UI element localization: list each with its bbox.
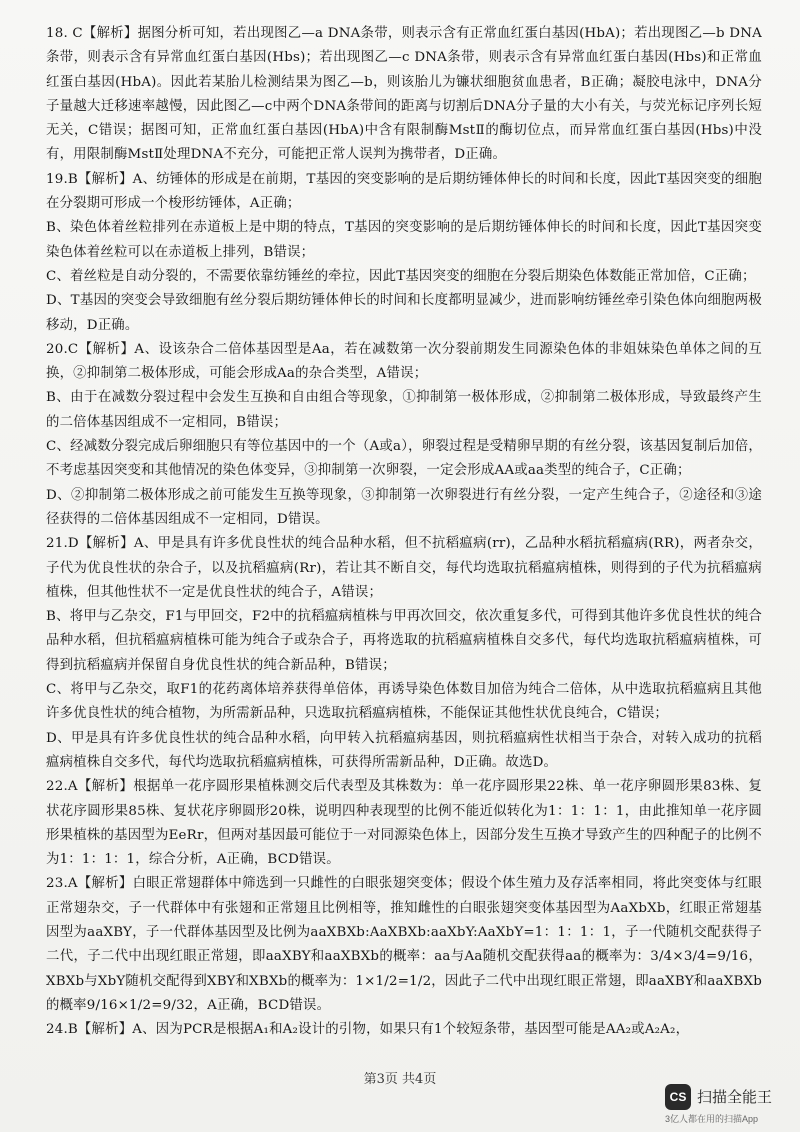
q20-option-b: B、由于在减数分裂过程中会发生互换和自由组合等现象，①抑制第一极体形成，②抑制第二极体形成，导致最终产生的二倍体基因组成不一定相同，B错误； [46,390,762,430]
camscanner-logo-icon: CS [665,1084,691,1110]
q20-option-d: D、②抑制第二极体形成之前可能发生互换等现象，③抑制第一次卵裂进行有丝分裂，一定产生纯合子，②途径和③途径获得的二倍体基因组成不一定相同，D错误。 [46,487,762,527]
scanner-app-name: 扫描全能王 [697,1089,773,1106]
q19-explanation: 19.B【解析】A、纺锤体的形成是在前期，T基因的突变影响的是后期纺锤体伸长的时间和长度，因此T基因突变的细胞在分裂期可形成一个梭形纺锤体，A正确； [46,171,762,212]
q19-option-d: D、T基因的突变会导致细胞有丝分裂后期纺锤体伸长的时间和长度都明显减少，进而影响纺锤丝牵引染色体向细胞两极移动，D正确。 [46,293,762,333]
q24-explanation: 24.B【解析】A、因为PCR是根据A₁和A₂设计的引物，如果只有1个较短条带，基因型可能是AA₂或A₂A₂， [46,1022,690,1038]
q21-explanation: 21.D【解析】A、甲是具有许多优良性状的纯合品种水稻，但不抗稻瘟病(rr)，乙品种水稻抗稻瘟病(RR)，两者杂交，子代为优良性状的杂合子，以及抗稻瘟病(Rr)，若让其不断自交，每代均选取抗稻瘟病植株，则得到的子代为抗稻瘟病植株，但其他性状不一定是优良性状的纯合子，A错误； [46,536,762,600]
q20-option-c: C、经减数分裂完成后卵细胞只有等位基因中的一个（A或a），卵裂过程是受精卵早期的有丝分裂，该基因复制后加倍，不考虑基因突变和其他情况的染色体变异，③抑制第一次卵裂，一定会形成AA或aa类型的纯合子，C正确； [46,439,762,479]
q21-option-c: C、将甲与乙杂交，取F1的花药离体培养获得单倍体，再诱导染色体数目加倍为纯合二倍体，从中选取抗稻瘟病且其他许多优良性状的纯合植物，为所需新品种，只选取抗稻瘟病植株，不能保证其他性状优良纯合，C错误； [46,682,762,722]
scanner-tagline: 3亿人都在用的扫描App [665,1114,759,1124]
q21-option-d: D、甲是具有许多优良性状的纯合品种水稻，向甲转入抗稻瘟病基因，则抗稻瘟病性状相当于杂合，对转入成功的抗稻瘟病植株自交多代，每代均选取抗稻瘟病植株，可获得所需新品种，D正确。故选D。 [46,730,762,770]
page-number: 第3页 共4页 [363,1072,437,1087]
scanner-watermark [665,1082,795,1126]
q19-option-c: C、着丝粒是自动分裂的，不需要依靠纺锤丝的牵拉，因此T基因突变的细胞在分裂后期染色体数能正常加倍，C正确； [46,268,756,284]
q21-option-b: B、将甲与乙杂交，F1与甲回交，F2中的抗稻瘟病植株与甲再次回交，依次重复多代，可得到其他许多优良性状的纯合品种水稻，但抗稻瘟病植株可能为纯合子或杂合子，再将选取的抗稻瘟病植株自交多代，每代均选取抗稻瘟病植株，可得到抗稻瘟病并保留自身优良性状的纯合新品种，B错误； [46,609,762,673]
q22-explanation: 22.A【解析】根据单一花序圆形果植株测交后代表型及其株数为：单一花序圆形果22株、单一花序卵圆形果83株、复状花序圆形果85株、复状花序卵圆形20株，说明四种表现型的比例不能近似转化为1：1：1：1，由此推知单一花序圆形果植株的基因型为EeRr，但两对基因最可能位于一对同源染色体上，因部分发生互换才导致产生的四种配子的比例不为1：1：1：1，综合分析，A正确，BCD错误。 [46,779,762,868]
q19-option-b: B、染色体着丝粒排列在赤道板上是中期的特点，T基因的突变影响的是后期纺锤体伸长的时间和长度，因此T基因突变染色体着丝粒可以在赤道板上排列，B错误； [46,220,762,260]
q20-explanation: 20.C【解析】A、设该杂合二倍体基因型是Aa，若在减数第一次分裂前期发生同源染色体的非姐妹染色单体之间的互换，②抑制第二极体形成，可能会形成Aa的杂合类型，A错误； [46,341,762,382]
answer-explanations [46,22,762,1042]
q23-explanation: 23.A【解析】白眼正常翅群体中筛选到一只雌性的白眼张翅突变体；假设个体生殖力及存活率相同，将此突变体与红眼正常翅杂交，子一代群体中有张翅和正常翅且比例相等，推知雌性的白眼张翅突变体基因型为AaXbXb，红眼正常翅基因型为aaXBY，子一代群体基因型及比例为aaXBXb:AaXBXb:aaXbY:AaXbY=1：1：1：1，子一代随机交配获得子二代，子二代中出现红眼正常翅，即aaXBY和aaXBXb的概率：aa与Aa随机交配获得aa的概率为：3/4×3/4=9/16，XBXb与XbY随机交配得到XBY和XBXb的概率为：1×1/2=1/2，因此子二代中出现红眼正常翅，即aaXBY和aaXBXb的概率9/16×1/2=9/32，A正确，BCD错误。 [46,876,762,1013]
q18-explanation: 18. C【解析】据图分析可知，若出现图乙—a DNA条带，则表示含有正常血红蛋白基因(HbA)；若出现图乙—b DNA条带，则表示含有异常血红蛋白基因(Hbs)；若出现图乙—c DNA条带，则表示含有异常血红蛋白基因(Hbs)和正常血红蛋白基因(HbA)。因此若某胎儿检测结果为图乙—b，则该胎儿为镰状细胞贫血患者，B正确；凝胶电泳中，DNA分子量越大迁移速率越慢，因此图乙—c中两个DNA条带间的距离与切割后DNA分子量的大小有关，与荧光标记序列长短无关，C错误；据图可知，正常血红蛋白基因(HbA)中含有限制酶MstⅡ的酶切位点，而异常血红蛋白基因(Hbs)中没有，用限制酶MstⅡ处理DNA不充分，可能把正常人误判为携带者，D正确。 [46,26,762,163]
